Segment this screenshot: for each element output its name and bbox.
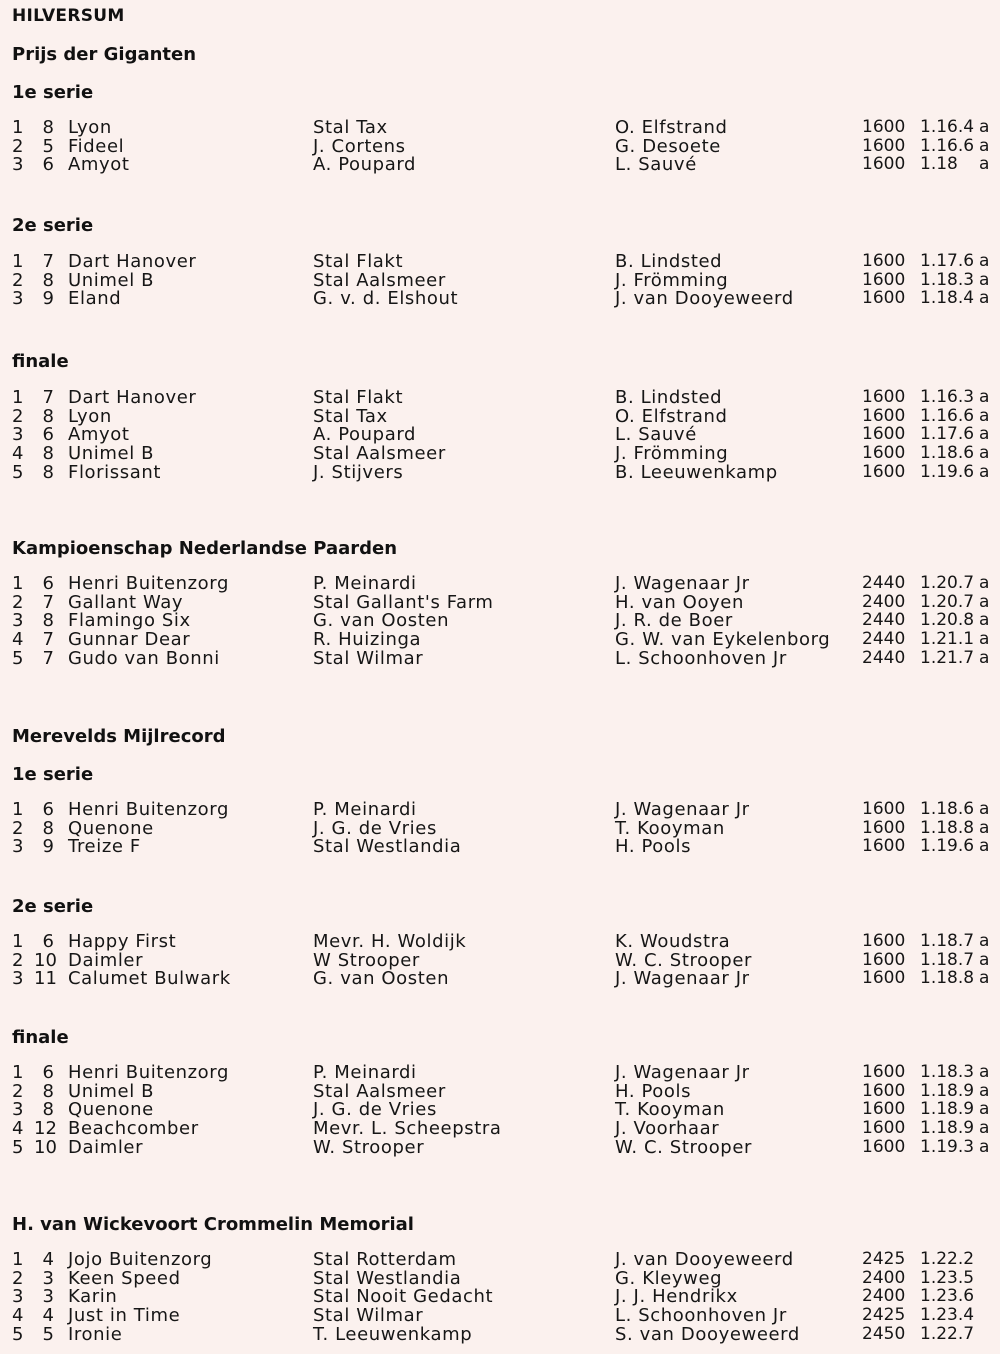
result-num: 8 [42, 610, 54, 631]
result-dist: 1600 [862, 136, 906, 156]
result-owner: Mevr. H. Woldijk [313, 931, 467, 952]
result-horse: Keen Speed [68, 1268, 181, 1289]
result-flag: a [979, 836, 990, 856]
result-row [0, 271, 1000, 290]
result-pos: 1 [12, 117, 24, 138]
result-owner: Mevr. L. Scheepstra [313, 1118, 502, 1139]
result-flag: a [979, 1099, 990, 1119]
result-dist: 2440 [862, 573, 906, 593]
result-flag: a [979, 648, 990, 668]
result-driver: J. Frömming [615, 270, 729, 291]
result-flag: a [979, 387, 990, 407]
group-label: 2e serie [12, 896, 94, 917]
result-flag: a [979, 270, 990, 290]
result-pos: 2 [12, 406, 24, 427]
result-horse: Daimler [68, 1137, 144, 1158]
result-time: 1.19.6 [920, 836, 975, 856]
result-driver: W. C. Strooper [615, 950, 753, 971]
result-horse: Unimel B [68, 443, 155, 464]
result-time: 1.16.6 [920, 406, 975, 426]
result-time: 1.18.6 [920, 799, 975, 819]
result-num: 7 [42, 629, 54, 650]
result-time: 1.17.6 [920, 251, 975, 271]
result-num: 4 [42, 1305, 54, 1326]
result-row [0, 1306, 1000, 1325]
result-driver: L. Sauvé [615, 154, 697, 175]
result-pos: 1 [12, 573, 24, 594]
result-time: 1.20.8 [920, 610, 975, 630]
result-pos: 2 [12, 818, 24, 839]
result-pos: 4 [12, 1305, 24, 1326]
result-pos: 3 [12, 1099, 24, 1120]
result-time: 1.18.3 [920, 1062, 975, 1082]
result-driver: H. Pools [615, 836, 692, 857]
result-time: 1.20.7 [920, 573, 975, 593]
result-row [0, 137, 1000, 156]
result-flag: a [979, 288, 990, 308]
result-flag: a [979, 629, 990, 649]
result-driver: T. Kooyman [615, 1099, 725, 1120]
section-title: Merevelds Mijlrecord [12, 726, 226, 747]
result-owner: Stal Flakt [313, 387, 404, 408]
result-time: 1.17.6 [920, 424, 975, 444]
result-pos: 1 [12, 799, 24, 820]
result-time: 1.18.6 [920, 443, 975, 463]
result-horse: Lyon [68, 406, 112, 427]
section-title: Kampioenschap Nederlandse Paarden [12, 538, 398, 559]
result-owner: J. Cortens [313, 136, 406, 157]
result-horse: Amyot [68, 424, 130, 445]
result-dist: 2440 [862, 629, 906, 649]
result-owner: G. van Oosten [313, 610, 450, 631]
result-driver: O. Elfstrand [615, 406, 728, 427]
result-owner: J. G. de Vries [313, 818, 437, 839]
result-row [0, 800, 1000, 819]
result-driver: L. Schoonhoven Jr [615, 648, 787, 669]
result-row [0, 932, 1000, 951]
result-pos: 2 [12, 270, 24, 291]
result-dist: 1600 [862, 931, 906, 951]
result-num: 6 [42, 799, 54, 820]
result-pos: 3 [12, 1286, 24, 1307]
result-num: 7 [42, 387, 54, 408]
result-owner: Stal Westlandia [313, 836, 462, 857]
result-owner: W. Strooper [313, 1137, 425, 1158]
result-num: 7 [42, 592, 54, 613]
result-row [0, 837, 1000, 856]
result-driver: W. C. Strooper [615, 1137, 753, 1158]
result-pos: 2 [12, 592, 24, 613]
result-time: 1.20.7 [920, 592, 975, 612]
result-dist: 2400 [862, 1286, 906, 1306]
result-num: 10 [34, 950, 57, 971]
result-horse: Beachcomber [68, 1118, 199, 1139]
result-dist: 1600 [862, 836, 906, 856]
result-owner: Stal Westlandia [313, 1268, 462, 1289]
result-horse: Treize F [68, 836, 141, 857]
result-row [0, 611, 1000, 630]
result-horse: Gudo van Bonni [68, 648, 220, 669]
result-row [0, 155, 1000, 174]
result-num: 8 [42, 1099, 54, 1120]
result-driver: G. Kleyweg [615, 1268, 723, 1289]
result-owner: Stal Wilmar [313, 1305, 424, 1326]
result-num: 10 [34, 1137, 57, 1158]
result-pos: 5 [12, 648, 24, 669]
result-pos: 3 [12, 154, 24, 175]
result-driver: H. Pools [615, 1081, 692, 1102]
result-pos: 4 [12, 629, 24, 650]
result-pos: 3 [12, 836, 24, 857]
result-time: 1.16.3 [920, 387, 975, 407]
result-num: 8 [42, 462, 54, 483]
result-flag: a [979, 424, 990, 444]
group-label: 1e serie [12, 764, 94, 785]
result-horse: Gallant Way [68, 592, 184, 613]
result-dist: 1600 [862, 968, 906, 988]
result-owner: Stal Aalsmeer [313, 443, 446, 464]
result-driver: B. Leeuwenkamp [615, 462, 778, 483]
result-owner: J. G. de Vries [313, 1099, 437, 1120]
result-driver: B. Lindsted [615, 387, 723, 408]
result-num: 9 [42, 288, 54, 309]
result-horse: Jojo Buitenzorg [68, 1249, 213, 1270]
result-pos: 1 [12, 1249, 24, 1270]
result-horse: Florissant [68, 462, 162, 483]
result-dist: 1600 [862, 462, 906, 482]
result-dist: 1600 [862, 443, 906, 463]
result-owner: P. Meinardi [313, 573, 417, 594]
result-horse: Daimler [68, 950, 144, 971]
result-dist: 2450 [862, 1324, 906, 1344]
result-row [0, 425, 1000, 444]
result-horse: Lyon [68, 117, 112, 138]
result-pos: 2 [12, 136, 24, 157]
result-num: 6 [42, 573, 54, 594]
result-time: 1.19.6 [920, 462, 975, 482]
section-title: Prijs der Giganten [12, 44, 197, 65]
result-dist: 1600 [862, 406, 906, 426]
result-row [0, 1063, 1000, 1082]
result-owner: T. Leeuwenkamp [313, 1324, 473, 1345]
result-horse: Amyot [68, 154, 130, 175]
result-owner: Stal Rotterdam [313, 1249, 457, 1270]
result-horse: Gunnar Dear [68, 629, 191, 650]
result-pos: 5 [12, 462, 24, 483]
result-driver: T. Kooyman [615, 818, 725, 839]
result-row [0, 1138, 1000, 1157]
group-label: finale [12, 351, 69, 372]
result-num: 7 [42, 251, 54, 272]
result-flag: a [979, 950, 990, 970]
result-dist: 1600 [862, 1118, 906, 1138]
result-horse: Quenone [68, 1099, 154, 1120]
result-horse: Henri Buitenzorg [68, 799, 230, 820]
result-dist: 2425 [862, 1249, 906, 1269]
result-time: 1.21.1 [920, 629, 975, 649]
result-time: 1.18 [920, 154, 958, 174]
group-label: 1e serie [12, 82, 94, 103]
result-flag: a [979, 251, 990, 271]
result-num: 3 [42, 1268, 54, 1289]
result-pos: 4 [12, 443, 24, 464]
result-dist: 1600 [862, 270, 906, 290]
result-dist: 2400 [862, 592, 906, 612]
result-horse: Eland [68, 288, 122, 309]
result-dist: 2400 [862, 1268, 906, 1288]
result-flag: a [979, 1118, 990, 1138]
result-driver: G. W. van Eykelenborg [615, 629, 831, 650]
group-label: 2e serie [12, 215, 94, 236]
result-flag: a [979, 573, 990, 593]
result-owner: Stal Nooit Gedacht [313, 1286, 494, 1307]
result-dist: 1600 [862, 387, 906, 407]
result-row [0, 649, 1000, 668]
result-time: 1.18.9 [920, 1081, 975, 1101]
result-horse: Unimel B [68, 1081, 155, 1102]
result-horse: Quenone [68, 818, 154, 839]
result-time: 1.18.4 [920, 288, 975, 308]
result-dist: 1600 [862, 154, 906, 174]
result-driver: B. Lindsted [615, 251, 723, 272]
result-pos: 4 [12, 1118, 24, 1139]
result-row [0, 1325, 1000, 1344]
result-driver: J. R. de Boer [615, 610, 733, 631]
result-num: 11 [34, 968, 57, 989]
result-row [0, 819, 1000, 838]
result-horse: Dart Hanover [68, 251, 197, 272]
group-label: finale [12, 1027, 69, 1048]
result-num: 5 [42, 1324, 54, 1345]
result-owner: Stal Aalsmeer [313, 270, 446, 291]
result-num: 5 [42, 136, 54, 157]
result-time: 1.16.4 [920, 117, 975, 137]
result-owner: A. Poupard [313, 424, 417, 445]
result-dist: 1600 [862, 1137, 906, 1157]
result-flag: a [979, 931, 990, 951]
result-num: 6 [42, 931, 54, 952]
result-owner: G. v. d. Elshout [313, 288, 459, 309]
result-time: 1.18.7 [920, 950, 975, 970]
section-title: H. van Wickevoort Crommelin Memorial [12, 1214, 414, 1235]
result-row [0, 463, 1000, 482]
result-num: 8 [42, 406, 54, 427]
result-driver: H. van Ooyen [615, 592, 744, 613]
result-owner: P. Meinardi [313, 799, 417, 820]
result-pos: 2 [12, 950, 24, 971]
result-time: 1.18.9 [920, 1099, 975, 1119]
result-horse: Henri Buitenzorg [68, 573, 230, 594]
result-row [0, 1100, 1000, 1119]
city-heading: HILVERSUM [12, 6, 125, 26]
result-time: 1.18.8 [920, 968, 975, 988]
result-time: 1.23.6 [920, 1286, 975, 1306]
result-driver: J. van Dooyeweerd [615, 288, 794, 309]
result-row [0, 407, 1000, 426]
result-row [0, 388, 1000, 407]
result-horse: Unimel B [68, 270, 155, 291]
result-time: 1.16.6 [920, 136, 975, 156]
result-row [0, 1269, 1000, 1288]
result-pos: 1 [12, 251, 24, 272]
result-flag: a [979, 154, 990, 174]
result-time: 1.22.2 [920, 1249, 975, 1269]
result-owner: Stal Tax [313, 117, 388, 138]
result-horse: Fideel [68, 136, 125, 157]
result-driver: J. Wagenaar Jr [615, 968, 750, 989]
result-flag: a [979, 1062, 990, 1082]
result-horse: Henri Buitenzorg [68, 1062, 230, 1083]
result-pos: 5 [12, 1324, 24, 1345]
result-pos: 1 [12, 387, 24, 408]
result-num: 6 [42, 154, 54, 175]
result-dist: 1600 [862, 799, 906, 819]
result-flag: a [979, 117, 990, 137]
result-dist: 1600 [862, 251, 906, 271]
result-flag: a [979, 610, 990, 630]
result-pos: 2 [12, 1268, 24, 1289]
result-row [0, 1250, 1000, 1269]
result-num: 8 [42, 818, 54, 839]
result-time: 1.23.4 [920, 1305, 975, 1325]
result-row [0, 630, 1000, 649]
result-flag: a [979, 592, 990, 612]
result-driver: J. J. Hendrikx [615, 1286, 738, 1307]
result-dist: 1600 [862, 288, 906, 308]
result-dist: 2425 [862, 1305, 906, 1325]
result-time: 1.18.7 [920, 931, 975, 951]
result-owner: G. van Oosten [313, 968, 450, 989]
result-dist: 2440 [862, 648, 906, 668]
result-row [0, 118, 1000, 137]
result-horse: Dart Hanover [68, 387, 197, 408]
result-row [0, 1119, 1000, 1138]
result-row [0, 574, 1000, 593]
result-driver: J. Voorhaar [615, 1118, 720, 1139]
result-owner: R. Huizinga [313, 629, 422, 650]
result-flag: a [979, 1081, 990, 1101]
result-owner: W Strooper [313, 950, 420, 971]
result-flag: a [979, 462, 990, 482]
result-pos: 3 [12, 424, 24, 445]
result-num: 8 [42, 117, 54, 138]
result-horse: Flamingo Six [68, 610, 191, 631]
result-dist: 1600 [862, 1081, 906, 1101]
result-pos: 2 [12, 1081, 24, 1102]
result-row [0, 444, 1000, 463]
result-num: 7 [42, 648, 54, 669]
result-num: 6 [42, 1062, 54, 1083]
result-row [0, 1287, 1000, 1306]
result-driver: L. Sauvé [615, 424, 697, 445]
result-flag: a [979, 968, 990, 988]
result-owner: Stal Aalsmeer [313, 1081, 446, 1102]
result-owner: Stal Flakt [313, 251, 404, 272]
result-flag: a [979, 406, 990, 426]
result-owner: Stal Gallant's Farm [313, 592, 494, 613]
result-horse: Just in Time [68, 1305, 181, 1326]
result-row [0, 969, 1000, 988]
result-num: 4 [42, 1249, 54, 1270]
result-driver: K. Woudstra [615, 931, 731, 952]
result-driver: J. Frömming [615, 443, 729, 464]
result-time: 1.18.9 [920, 1118, 975, 1138]
result-flag: a [979, 818, 990, 838]
result-pos: 1 [12, 931, 24, 952]
result-flag: a [979, 443, 990, 463]
result-horse: Ironie [68, 1324, 123, 1345]
result-pos: 3 [12, 610, 24, 631]
result-flag: a [979, 1137, 990, 1157]
result-num: 3 [42, 1286, 54, 1307]
result-driver: J. Wagenaar Jr [615, 573, 750, 594]
result-owner: J. Stijvers [313, 462, 404, 483]
result-dist: 1600 [862, 1062, 906, 1082]
result-dist: 1600 [862, 950, 906, 970]
result-driver: G. Desoete [615, 136, 721, 157]
result-driver: J. Wagenaar Jr [615, 799, 750, 820]
result-owner: A. Poupard [313, 154, 417, 175]
result-horse: Karin [68, 1286, 118, 1307]
result-flag: a [979, 136, 990, 156]
result-num: 12 [34, 1118, 57, 1139]
result-time: 1.21.7 [920, 648, 975, 668]
result-time: 1.22.7 [920, 1324, 975, 1344]
result-row [0, 289, 1000, 308]
result-horse: Happy First [68, 931, 177, 952]
result-time: 1.19.3 [920, 1137, 975, 1157]
result-num: 8 [42, 1081, 54, 1102]
result-flag: a [979, 799, 990, 819]
result-driver: S. van Dooyeweerd [615, 1324, 800, 1345]
result-num: 9 [42, 836, 54, 857]
result-time: 1.23.5 [920, 1268, 975, 1288]
result-row [0, 252, 1000, 271]
result-pos: 1 [12, 1062, 24, 1083]
result-driver: O. Elfstrand [615, 117, 728, 138]
result-owner: Stal Tax [313, 406, 388, 427]
result-dist: 2440 [862, 610, 906, 630]
result-driver: L. Schoonhoven Jr [615, 1305, 787, 1326]
result-horse: Calumet Bulwark [68, 968, 231, 989]
result-driver: J. van Dooyeweerd [615, 1249, 794, 1270]
result-dist: 1600 [862, 424, 906, 444]
result-dist: 1600 [862, 117, 906, 137]
result-num: 8 [42, 270, 54, 291]
result-driver: J. Wagenaar Jr [615, 1062, 750, 1083]
result-time: 1.18.3 [920, 270, 975, 290]
result-pos: 5 [12, 1137, 24, 1158]
result-dist: 1600 [862, 1099, 906, 1119]
result-pos: 3 [12, 288, 24, 309]
result-owner: Stal Wilmar [313, 648, 424, 669]
result-num: 6 [42, 424, 54, 445]
result-owner: P. Meinardi [313, 1062, 417, 1083]
result-pos: 3 [12, 968, 24, 989]
result-time: 1.18.8 [920, 818, 975, 838]
result-num: 8 [42, 443, 54, 464]
result-dist: 1600 [862, 818, 906, 838]
